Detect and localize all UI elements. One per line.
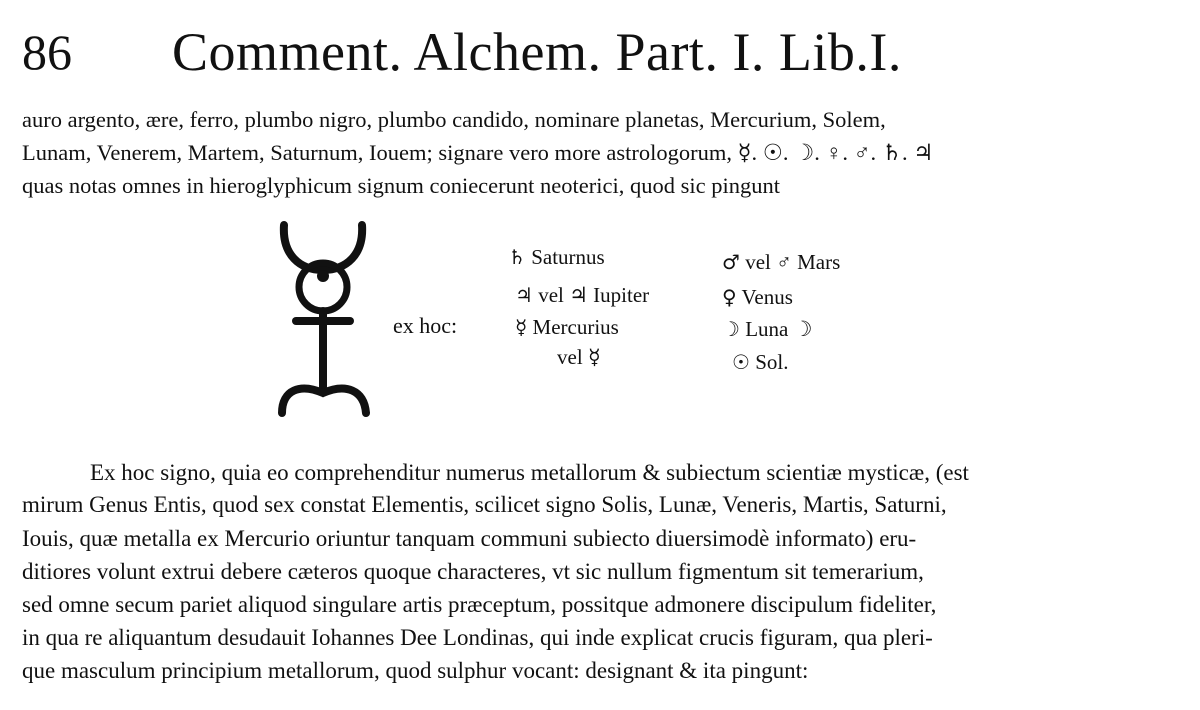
legend-item-venus xyxy=(722,283,793,311)
legend-label: vel ♂ Mars xyxy=(745,250,841,274)
page-number: 86 xyxy=(22,24,72,80)
text-line: mirum Genus Entis, quod sex constat Elementis, scilicet signo Solis, Lunæ, Veneris, Martis, Saturni, xyxy=(22,492,947,517)
mercury-icon: ☿ xyxy=(515,315,528,339)
text-line: ditiores volunt extrui debere cæteros quoque characteres, vt sic nullum figmentum sit temerarium, xyxy=(22,559,924,584)
moon-icon: ☽ xyxy=(722,317,740,341)
legend-item-sol xyxy=(732,348,788,376)
legend-label: Mercurius xyxy=(532,315,619,339)
legend-label: Sol. xyxy=(755,350,789,374)
text-line: in qua re aliquantum desudauit Iohannes Dee Londinas, qui inde explicat crucis figuram, qua pleri- xyxy=(22,625,933,650)
legend-item-mars xyxy=(722,248,840,276)
legend-item-luna xyxy=(722,315,812,343)
legend-label: Luna ☽ xyxy=(745,317,813,341)
legend-label: vel ☿ xyxy=(557,345,601,369)
text-line: sed omne secum pariet aliquod singulare artis præceptum, possitque admonere discipulum fideliter, xyxy=(22,592,937,617)
legend-label: Venus xyxy=(741,285,793,309)
text-line: Iouis, quæ metalla ex Mercurio oriuntur tanquam communi subiecto diuersimodè informato) eru- xyxy=(22,526,917,551)
saturn-icon: ♄ xyxy=(508,245,526,269)
text-line: auro argento, ære, ferro, plumbo nigro, plumbo candido, nominare planetas, Mercurium, Solem, xyxy=(22,107,886,132)
ex-hoc-label: ex hoc: xyxy=(393,313,458,338)
legend-item-saturnus xyxy=(508,243,605,271)
running-title: Comment. Alchem. Part. I. Lib.I. xyxy=(172,22,902,82)
text-line: que masculum principium metallorum, quod sulphur vocant: designant & ita pingunt: xyxy=(22,658,809,683)
legend-label: vel ♃ Iupiter xyxy=(538,283,650,307)
monas-hieroglyphica-icon xyxy=(270,215,380,420)
text-line: Ex hoc signo, quia eo comprehenditur numerus metallorum & subiectum scientiæ mysticæ, (est xyxy=(90,460,969,485)
legend-item-iupiter xyxy=(515,281,649,309)
legend-label: Saturnus xyxy=(531,245,605,269)
legend-item-mercurius-alt xyxy=(557,343,601,371)
jupiter-icon: ♃ xyxy=(515,283,533,307)
sun-icon: ☉ xyxy=(732,350,750,374)
venus-icon: ♀ xyxy=(722,285,737,309)
text-line: Lunam, Venerem, Martem, Saturnum, Iouem; signare vero more astrologorum, ☿. ☉. ☽. ♀. ♂. ♄. ♃ xyxy=(22,140,934,165)
text-line: quas notas omnes in hieroglyphicum signum coniecerunt neoterici, quod sic pingunt xyxy=(22,173,780,198)
legend-item-mercurius xyxy=(515,313,619,341)
mars-icon: ♂ xyxy=(722,250,740,274)
